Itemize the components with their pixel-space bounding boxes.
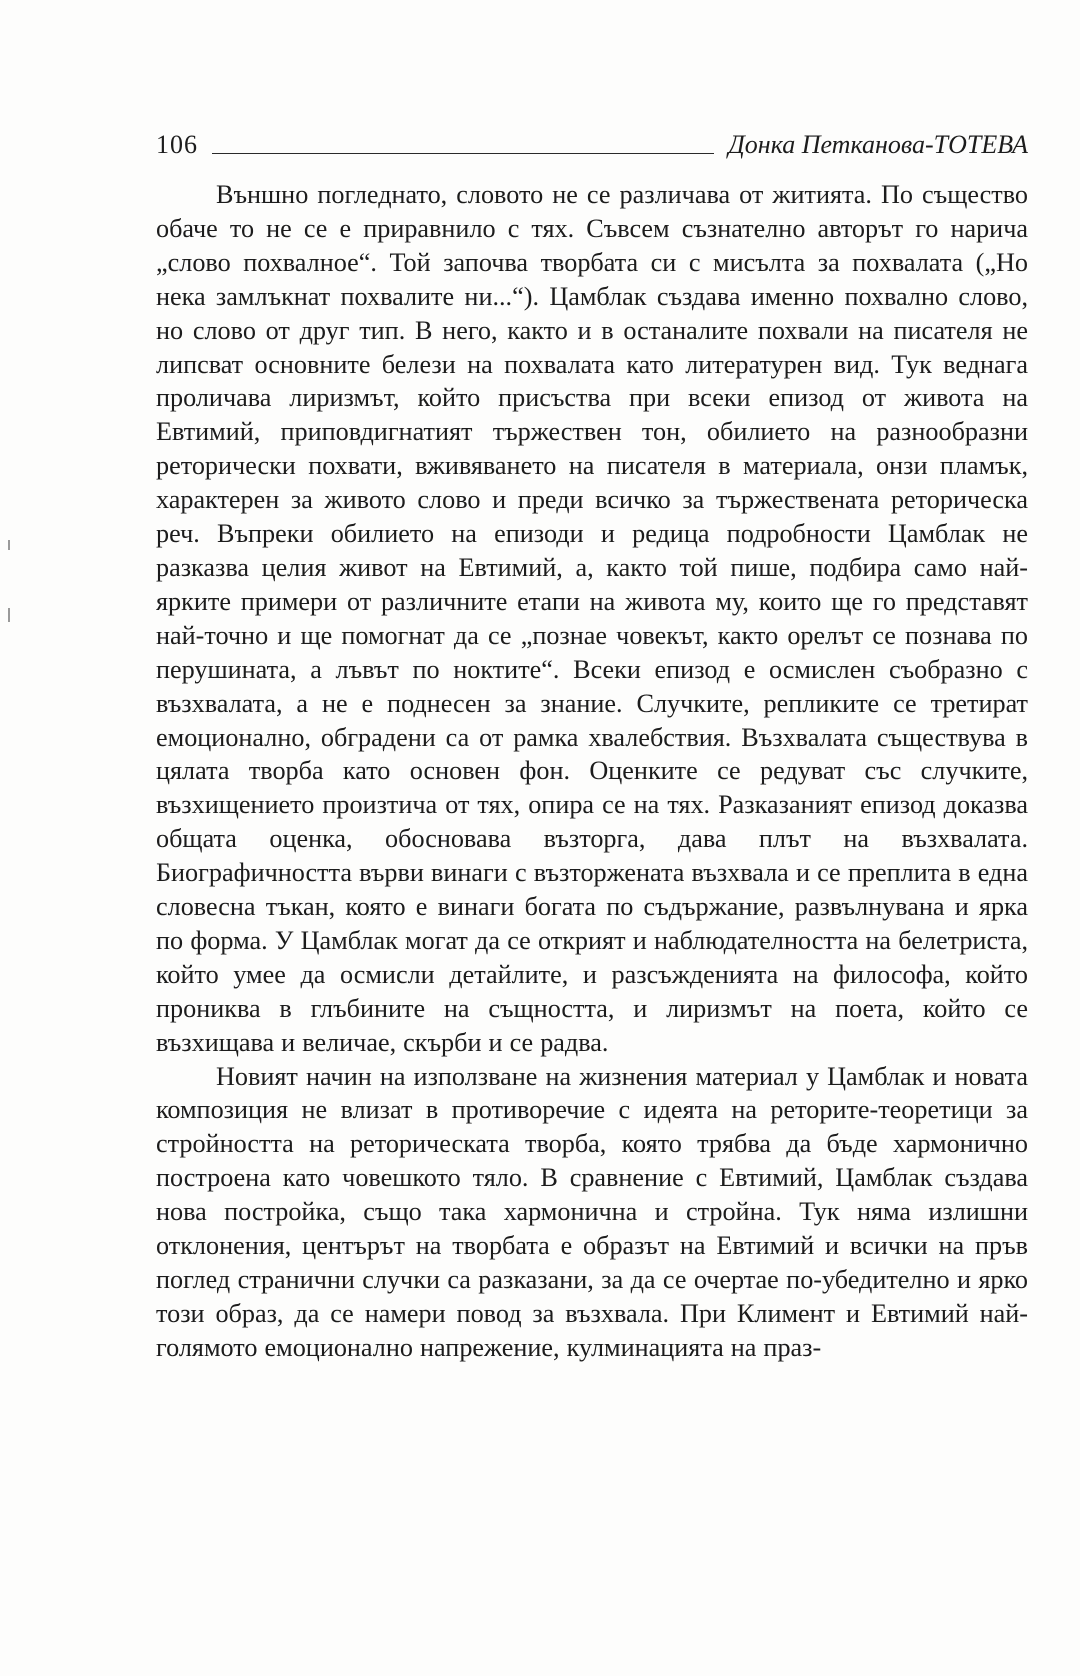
running-head [156, 118, 1028, 158]
header-rule [212, 153, 714, 154]
running-head-author: Донка Петканова-ТОТЕВА [728, 130, 1028, 159]
page-number: 106 [156, 130, 198, 159]
scan-margin-mark [8, 608, 10, 622]
paragraph-1: Външно погледнато, словото не се различава от житията. По същество обаче то не се е приравнило с тях. Съвсем съзнателно авторът го нарича „слово похвалное“. Той започва творбата си с мисълта за похвалата („Но нека замлъкнат похвалите ни...“). Цамблак създава именно похвално слово, но слово от друг тип. В него, както и в останалите похвали на писателя не липсват основните белези на похвалата като литературен вид. Тук веднага проличава лиризмът, който присъства при всеки епизод от живота на Евтимий, приповдигнатият тържествен тон, обилието на разнообразни реторически похвати, вживяването на писателя в материала, онзи пламък, характерен за живото слово и преди всичко за тържествената реторическа реч. Въпреки обилието на епизоди и редица подробности Цамблак не разказва целия живот на Евтимий, а, както той пише, подбира само най-ярките примери от различните етапи на живота му, които ще го представят най-точно и ще помогнат да се „познае човекът, както орелът се познава по перушината, а лъвът по ноктите“. Всеки епизод е осмислен съобразно с възхвалата, а не е поднесен за знание. Случките, репликите се третират емоционално, обградени са от рамка хвалебствия. Възхвалата съществува в цялата творба като основен фон. Оценките се редуват със случките, възхищението произтича от тях, опира се на тях. Разказаният епизод доказва общата оценка, обосновава възторга, дава плът на възхвалата. Биографичността върви винаги с възторжената възхвала и се преплита в една словесна тъкан, която е винаги богата по съдържание, развълнувана и ярка по форма. У Цамблак могат да се открият и наблюдателността на белетриста, който умее да осмисли детайлите, и разсъжденията на философа, който прониква в глъбините на същността, и лиризмът на поета, който се възхищава и величае, скърби и се радва. [156, 180, 1028, 1057]
body-text [156, 178, 1028, 1365]
paragraph-2: Новият начин на използване на жизнения материал у Цамблак и новата композиция не влизат в противоречие с идеята на реторите-теоретици за стройността на реторическата творба, която трябва да бъде хармонично построена като човешкото тяло. В сравнение с Евтимий, Цамблак създава нова постройка, също така хармонична и стройна. Тук няма излишни отклонения, центърът на творбата е образът на Евтимий и всички на пръв поглед странични случки са разказани, за да се очертае по-убедително и ярко този образ, да се намери повод за възхвала. При Климент и Евтимий най-голямото емоционално напрежение, кулминацията на праз- [156, 1061, 1028, 1362]
scan-margin-mark [8, 540, 10, 550]
